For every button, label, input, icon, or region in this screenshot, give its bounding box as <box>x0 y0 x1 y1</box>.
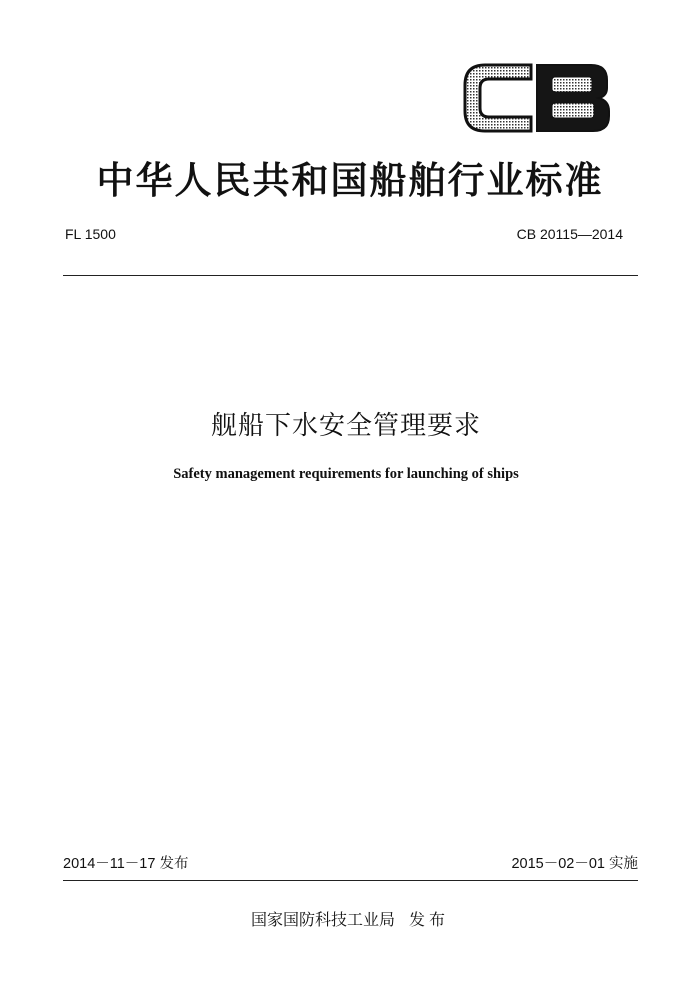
publisher-name: 国家国防科技工业局 <box>250 910 395 929</box>
issue-date: 2014－11－17 发布 <box>63 856 189 872</box>
standard-number: CB 20115—2014 <box>516 226 623 242</box>
top-divider <box>63 275 638 276</box>
classification-code: FL 1500 <box>65 226 116 242</box>
document-title-chinese: 舰船下水安全管理要求 <box>210 411 481 441</box>
standard-category-title: 中华人民共和国船舶行业标准 <box>96 159 604 202</box>
publisher-line <box>0 907 700 930</box>
publish-verb: 发布 <box>409 910 450 929</box>
cb-logo <box>461 61 613 135</box>
document-title-english: Safety management requirements for launching of ships <box>173 466 519 482</box>
bottom-divider <box>63 880 638 881</box>
implementation-date: 2015－02－01 实施 <box>511 856 638 872</box>
